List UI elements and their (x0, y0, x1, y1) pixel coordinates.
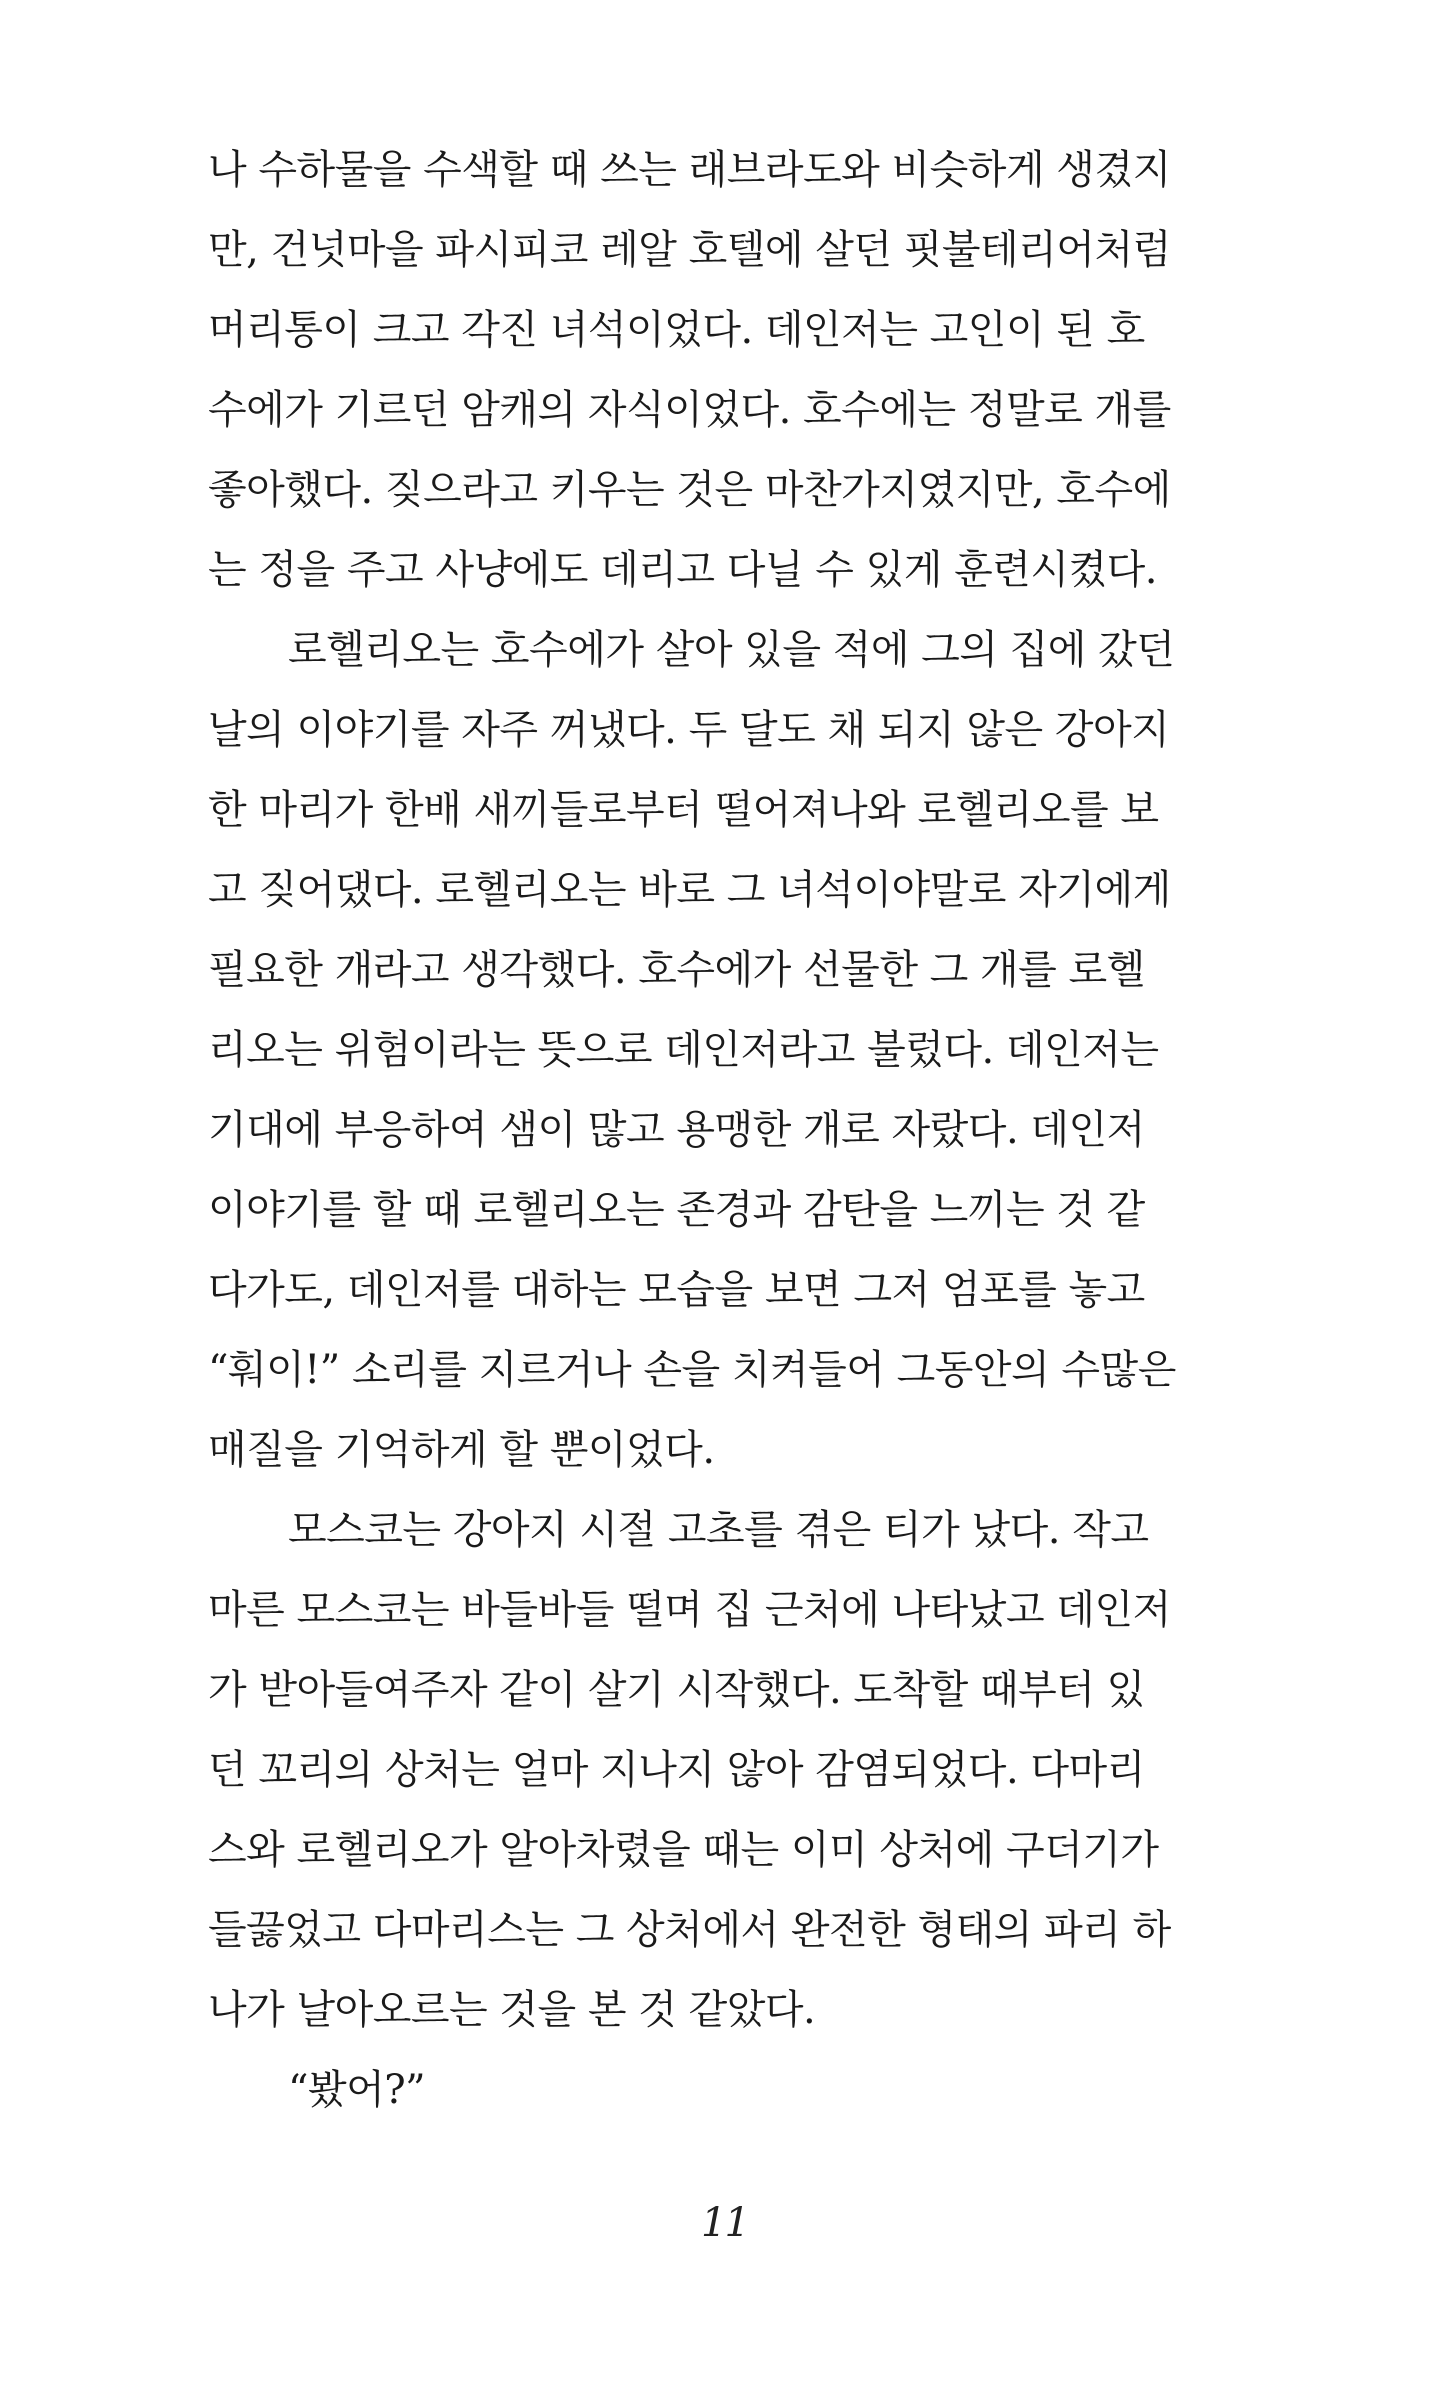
text-line: 매질을 기억하게 할 뿐이었다. (208, 1427, 715, 1473)
text-line: 좋아했다. 짖으라고 키우는 것은 마찬가지였지만, 호수에 (208, 467, 1171, 513)
text-line: 는 정을 주고 사냥에도 데리고 다닐 수 있게 훈련시켰다. (208, 547, 1158, 593)
page-number: 11 (701, 2200, 748, 2246)
text-line: 모스코는 강아지 시절 고초를 겪은 티가 났다. 작고 (288, 1507, 1149, 1553)
text-line: 마른 모스코는 바들바들 떨며 집 근처에 나타났고 데인저 (208, 1587, 1171, 1633)
text-line: 로헬리오는 호수에가 살아 있을 적에 그의 집에 갔던 (288, 627, 1175, 673)
text-line: 날의 이야기를 자주 꺼냈다. 두 달도 채 되지 않은 강아지 (208, 707, 1170, 753)
text-line: 리오는 위험이라는 뜻으로 데인저라고 불렀다. 데인저는 (208, 1027, 1159, 1073)
text-line: 고 짖어댔다. 로헬리오는 바로 그 녀석이야말로 자기에게 (208, 867, 1171, 913)
text-line: 나 수하물을 수색할 때 쓰는 래브라도와 비슷하게 생겼지 (208, 147, 1171, 193)
body-text (208, 130, 1268, 2130)
text-line: 이야기를 할 때 로헬리오는 존경과 감탄을 느끼는 것 같 (208, 1187, 1145, 1233)
text-line: 필요한 개라고 생각했다. 호수에가 선물한 그 개를 로헬 (208, 947, 1145, 993)
text-line: 만, 건넛마을 파시피코 레알 호텔에 살던 핏불테리어처럼 (208, 227, 1171, 273)
text-line: 던 꼬리의 상처는 얼마 지나지 않아 감염되었다. 다마리 (208, 1747, 1145, 1793)
text-line: 기대에 부응하여 샘이 많고 용맹한 개로 자랐다. 데인저 (208, 1107, 1145, 1153)
text-line: 머리통이 크고 각진 녀석이었다. 데인저는 고인이 된 호 (208, 307, 1145, 353)
text-line: 나가 날아오르는 것을 본 것 같았다. (208, 1987, 816, 2033)
text-line: 수에가 기르던 암캐의 자식이었다. 호수에는 정말로 개를 (208, 387, 1171, 433)
text-line: 다가도, 데인저를 대하는 모습을 보면 그저 엄포를 놓고 (208, 1267, 1145, 1313)
text-line: “봤어?” (288, 2067, 426, 2113)
text-line: 스와 로헬리오가 알아차렸을 때는 이미 상처에 구더기가 (208, 1827, 1159, 1873)
text-line: 가 받아들여주자 같이 살기 시작했다. 도착할 때부터 있 (208, 1667, 1145, 1713)
text-line: 들끓었고 다마리스는 그 상처에서 완전한 형태의 파리 하 (208, 1907, 1171, 1953)
text-line: 한 마리가 한배 새끼들로부터 떨어져나와 로헬리오를 보 (208, 787, 1159, 833)
text-line: “훠이!” 소리를 지르거나 손을 치켜들어 그동안의 수많은 (208, 1347, 1176, 1393)
